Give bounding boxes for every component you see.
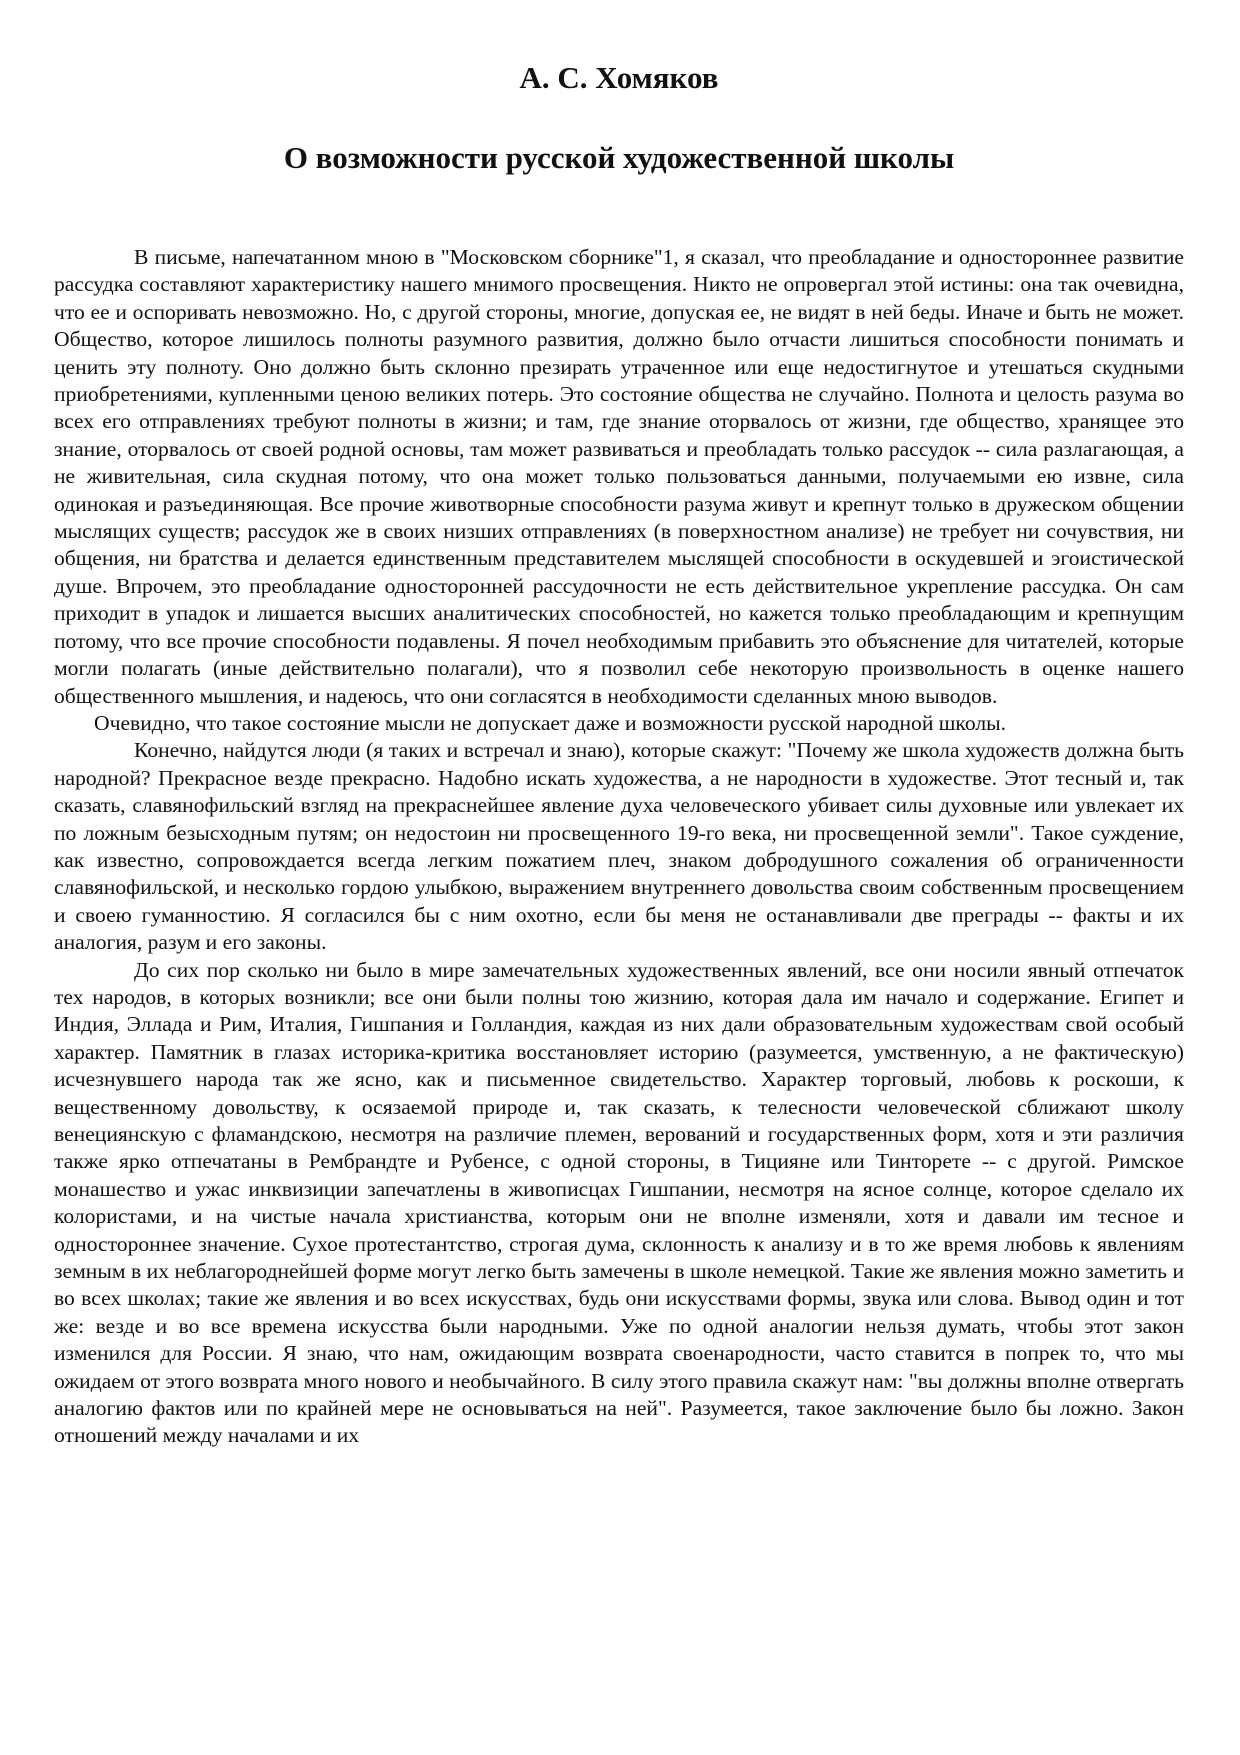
document-title: О возможности русской художественной школы bbox=[283, 140, 955, 175]
document-body bbox=[54, 244, 1184, 1450]
paragraph-4: До сих пор сколько ни было в мире замечательных художественных явлений, все они носили явный отпечаток тех народов, в которых возникли; все они были полны тою жизнию, которая дала им начало и содержание. Египет и Индия, Эллада и Рим, Италия, Гишпания и Голландия, каждая из них дали образовательным художествам свой особый характер. Памятник в глазах историка-критика восстановляет историю (разумеется, умственную, а не фактическую) исчезнувшего народа так же ясно, как и письменное свидетельство. Характер торговый, любовь к роскоши, к вещественному довольству, к осязаемой природе и, так сказать, к телесности человеческой сближают школу венециянскую с фламандскою, несмотря на различие племен, верований и государственных форм, хотя и эти различия также ярко отпечатаны в Рембрандте и Рубенсе, с одной стороны, в Тицияне или Тинторете -- с другой. Римское монашество и ужас инквизиции запечатлены в живописцах Гишпании, несмотря на ясное солнце, которое сделало их колористами, и на чистые начала христианства, которым они не вполне изменяли, хотя и давали им тесное и одностороннее значение. Сухое протестантство, строгая дума, склонность к анализу и в то же время любовь к явлениям земным в их неблагороднейшей форме могут легко быть замечены в школе немецкой. Такие же явления можно заметить и во всех школах; такие же явления и во всех искусствах, будь они искусствами формы, звука или слова. Вывод один и тот же: везде и во все времена искусства были народными. Уже по одной аналогии нельзя думать, чтобы этот закон изменился для России. Я знаю, что нам, ожидающим возврата своенародности, часто ставится в попрек то, что мы ожидаем от этого возврата много нового и необычайного. В силу этого правила скажут нам: "вы должны вполне отвергать аналогию фактов или по крайней мере не основываться на ней". Разумеется, такое заключение было бы ложно. Закон отношений между началами и их bbox=[54, 957, 1184, 1448]
paragraph-3: Конечно, найдутся люди (я таких и встречал и знаю), которые скажут: "Почему же школа художеств должна быть народной? Прекрасное везде прекрасно. Надобно искать художества, а не народности в художестве. Этот тесный и, так сказать, славянофильский взгляд на прекраснейшее явление духа человеческого убивает силы духовные или увлекает их по ложным безысходным путям; он недостоин ни просвещенного 19-го века, ни просвещенной земли". Такое суждение, как известно, сопровождается всегда легким пожатием плеч, знаком добродушного сожаления об ограниченности славянофильской, и несколько гордою улыбкою, выражением внутреннего довольства своим собственным просвещением и своею гуманностию. Я согласился бы с ним охотно, если бы меня не останавливали две преграды -- факты и их аналогия, разум и его законы. bbox=[54, 738, 1184, 955]
author-name: А. С. Хомяков bbox=[519, 60, 719, 95]
paragraph-2: Очевидно, что такое состояние мысли не допускает даже и возможности русской народной школы. bbox=[94, 710, 1007, 735]
document-page bbox=[54, 58, 1184, 1450]
paragraph-1: В письме, напечатанном мною в "Московском сборнике"1, я сказал, что преобладание и одностороннее развитие рассудка составляют характеристику нашего мнимого просвещения. Никто не опровергал этой истины: она так очевидна, что ее и оспоривать невозможно. Но, с другой стороны, многие, допуская ее, не видят в ней беды. Иначе и быть не может. Общество, которое лишилось полноты разумного развития, должно было отчасти лишиться способности понимать и ценить эту полноту. Оно должно быть склонно презирать утраченное или еще недостигнутое и утешаться скудными приобретениями, купленными ценою великих потерь. Это состояние общества не случайно. Полнота и целость разума во всех его отправлениях требуют полноты в жизни; и там, где знание оторвалось от жизни, где общество, хранящее это знание, оторвалось от своей родной основы, там может развиваться и преобладать только рассудок -- сила разлагающая, а не живительная, сила скудная потому, что она может только пользоваться данными, получаемыми ею извне, сила одинокая и разъединяющая. Все прочие животворные способности разума живут и крепнут только в дружеском общении мыслящих существ; рассудок же в своих низших отправлениях (в поверхностном анализе) не требует ни сочувствия, ни общения, ни братства и делается единственным представителем мыслящей способности в оскудевшей и эгоистической душе. Впрочем, это преобладание односторонней рассудочности не есть действительное укрепление рассудка. Он сам приходит в упадок и лишается высших аналитических способностей, но кажется только преобладающим и крепнущим потому, что все прочие способности подавлены. Я почел необходимым прибавить это объяснение для читателей, которые могли полагать (иные действительно полагали), что я позволил себе некоторую произвольность в оценке нашего общественного мышления, и надеюсь, что они согласятся в необходимости сделанных мною выводов. bbox=[54, 245, 1184, 708]
